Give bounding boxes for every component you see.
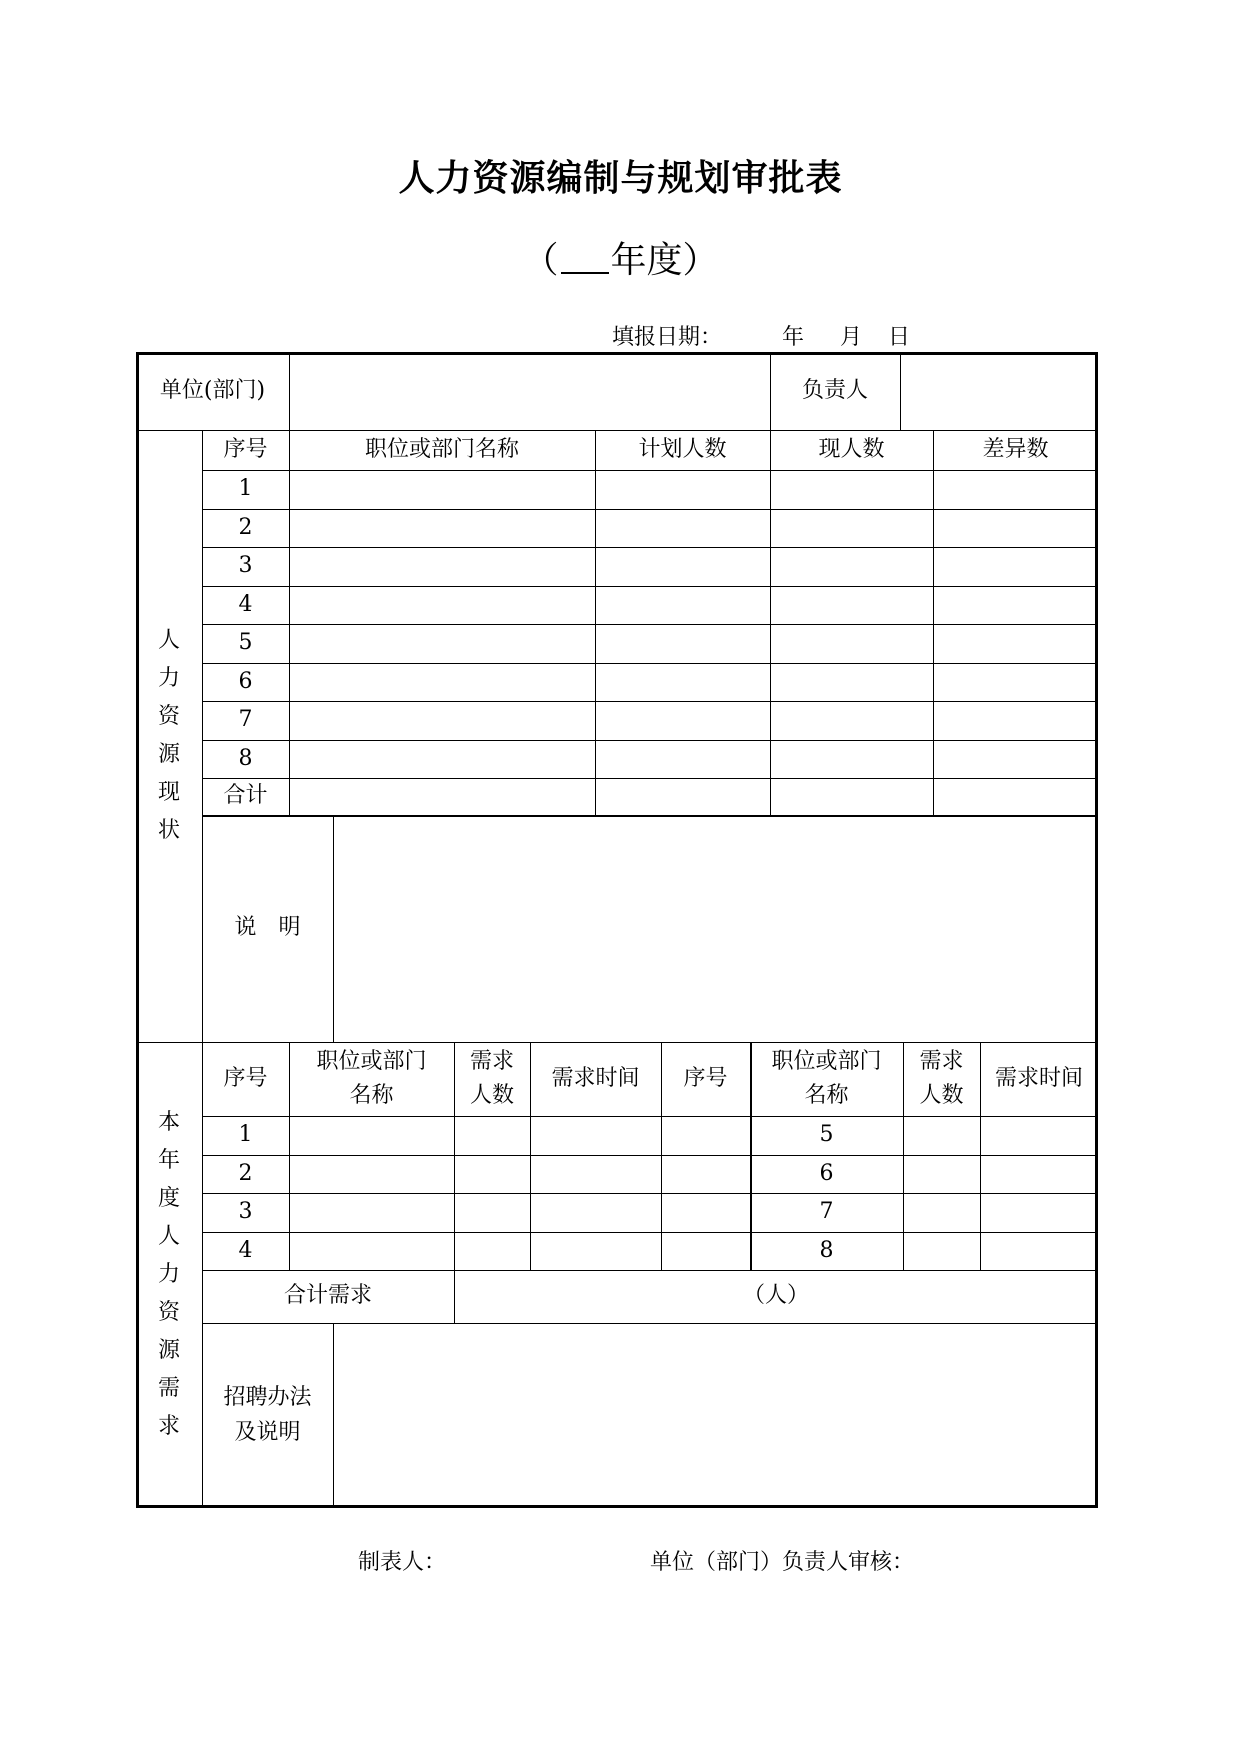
demand-row-seq: 7 [819,1199,834,1225]
side-char: 源 [157,1338,180,1363]
note-label: 说 明 [234,915,301,941]
demand-row-seq: 6 [819,1160,834,1186]
recruit-label: 招聘办法 及说明 [223,1385,312,1445]
note-field[interactable] [335,817,1096,1040]
table-cell-input[interactable] [935,665,1096,699]
table-cell-input[interactable] [935,549,1096,584]
table-cell-input[interactable] [772,588,931,622]
demand-cell-input[interactable] [456,1195,528,1230]
total-cell-input[interactable] [291,780,593,813]
fill-date-label: 填报日期： [612,325,723,350]
demand-row-seq: 2 [238,1160,253,1186]
col-header-2: 计划人数 [638,436,727,462]
grid-line [202,740,1098,741]
demand-col-header-1: 职位或部门 名称 [316,1048,427,1108]
demand-cell-input[interactable] [532,1157,748,1191]
grid-line [202,701,1098,702]
table-cell-input[interactable] [772,549,931,584]
demand-col-header-right-3: 需求时间 [994,1065,1083,1091]
col-header-0: 序号 [223,436,268,462]
table-cell-input[interactable] [935,472,1096,507]
demand-cell-input[interactable] [905,1234,978,1268]
table-cell-input[interactable] [935,511,1096,545]
manager-label: 负责人 [801,377,868,403]
table-cell-input[interactable] [597,665,768,699]
table-cell-input[interactable] [935,742,1096,776]
grid-line [202,470,1098,471]
grid-line [202,509,1098,510]
table-cell-input[interactable] [597,472,768,507]
grid-line [333,815,334,1042]
fill-date-year: 年 [782,325,805,350]
approver-label: 单位（部门）负责人审核： [650,1550,915,1575]
demand-cell-input[interactable] [291,1157,452,1191]
side-char: 力 [157,1262,180,1287]
total-demand-unit: （人） [742,1283,809,1309]
demand-cell-input[interactable] [291,1234,452,1268]
table-cell-input[interactable] [597,626,768,661]
table-cell-input[interactable] [935,588,1096,622]
year-open-paren: （ [522,240,559,281]
table-cell-input[interactable] [772,742,931,776]
demand-cell-input[interactable] [532,1195,748,1230]
unit-label: 单位(部门) [159,377,266,403]
table-row-seq: 7 [238,707,253,733]
table-cell-input[interactable] [597,742,768,776]
demand-row-seq: 5 [819,1122,834,1148]
table-cell-input[interactable] [597,511,768,545]
col-header-1: 职位或部门名称 [364,436,519,462]
grid-line [900,352,901,430]
grid-line [202,1323,1098,1324]
grid-line [202,663,1098,664]
fill-date-day: 日 [888,325,911,350]
grid-line [289,430,290,815]
side-char: 力 [157,666,180,691]
table-cell-input[interactable] [291,703,593,738]
table-row-seq: 4 [238,591,253,617]
side-char: 需 [157,1376,180,1401]
grid-line [202,547,1098,548]
table-row-seq: 3 [238,553,253,579]
fill-date-line [612,320,910,351]
demand-cell-input[interactable] [982,1118,1096,1153]
unit-field[interactable] [291,354,768,428]
table-cell-input[interactable] [291,626,593,661]
table-cell-input[interactable] [772,703,931,738]
demand-col-header-3: 需求时间 [551,1065,640,1091]
demand-col-header-0: 序号 [223,1065,268,1091]
demand-col-header-right-0: 序号 [683,1065,728,1091]
grid-line [595,430,596,815]
total-cell-input[interactable] [597,780,768,813]
grid-line [202,1116,1098,1117]
side-char: 度 [157,1186,180,1211]
side-char: 现 [157,780,180,805]
manager-field[interactable] [902,354,1096,428]
total-demand-label: 合计需求 [283,1283,372,1309]
col-header-3: 现人数 [818,436,885,462]
demand-row-seq: 8 [819,1237,834,1263]
recruit-field[interactable] [335,1325,1096,1506]
side-char: 人 [157,1224,180,1249]
total-cell-input[interactable] [772,780,931,813]
side-char: 本 [157,1110,180,1135]
demand-cell-input[interactable] [532,1234,748,1268]
table-cell-input[interactable] [597,588,768,622]
grid-line [333,1323,334,1508]
total-demand-field[interactable] [456,1272,1096,1321]
demand-col-header-2: 需求 人数 [469,1048,514,1108]
year-line [0,232,1241,283]
demand-cell-input[interactable] [982,1234,1096,1268]
year-blank[interactable] [561,238,609,274]
side-char: 求 [157,1414,180,1439]
demand-cell-input[interactable] [982,1195,1096,1230]
page-title: 人力资源编制与规划审批表 [398,157,843,199]
grid-line [202,1193,1098,1194]
fill-date-month: 月 [840,325,863,350]
side-char: 状 [157,818,180,843]
demand-cell-input[interactable] [456,1118,528,1153]
demand-col-header-right-1: 职位或部门 名称 [771,1048,882,1108]
demand-cell-input[interactable] [905,1157,978,1191]
demand-cell-input[interactable] [532,1118,748,1153]
grid-line [202,624,1098,625]
demand-cell-input[interactable] [456,1157,528,1191]
side-char: 资 [157,704,180,729]
table-cell-input[interactable] [597,703,768,738]
table-cell-input[interactable] [291,588,593,622]
table-row-seq: 8 [238,745,253,771]
table-cell-input[interactable] [291,549,593,584]
table-cell-input[interactable] [291,665,593,699]
side-char: 年 [157,1148,180,1173]
table-cell-input[interactable] [291,472,593,507]
grid-line [202,778,1098,779]
col-header-4: 差异数 [982,436,1049,462]
side-char: 源 [157,742,180,767]
year-label: 年度） [610,240,719,281]
demand-cell-input[interactable] [291,1118,452,1153]
table-cell-input[interactable] [772,665,931,699]
grid-line [202,1155,1098,1156]
table-row-seq: 6 [238,668,253,694]
grid-line [770,430,771,815]
demand-cell-input[interactable] [291,1195,452,1230]
demand-cell-input[interactable] [905,1118,978,1153]
demand-cell-input[interactable] [905,1195,978,1230]
side-label-current [136,430,202,1042]
demand-cell-input[interactable] [982,1157,1096,1191]
side-char: 资 [157,1300,180,1325]
total-cell-input[interactable] [935,780,1096,813]
table-cell-input[interactable] [772,472,931,507]
table-cell-input[interactable] [291,511,593,545]
grid-line [202,1232,1098,1233]
grid-line [289,352,290,430]
table-row-seq: 1 [238,476,253,502]
grid-line [202,586,1098,587]
demand-row-seq: 1 [238,1122,253,1148]
demand-col-header-right-2: 需求 人数 [919,1048,964,1108]
demand-cell-input[interactable] [456,1234,528,1268]
table-cell-input[interactable] [935,703,1096,738]
side-char: 人 [157,628,180,653]
side-label-demand [136,1042,202,1508]
table-row-seq: 5 [238,630,253,656]
table-cell-input[interactable] [291,742,593,776]
total-label: 合计 [223,783,268,809]
table-cell-input[interactable] [597,549,768,584]
table-row-seq: 2 [238,514,253,540]
table-cell-input[interactable] [772,626,931,661]
table-cell-input[interactable] [935,626,1096,661]
maker-label: 制表人： [358,1550,447,1575]
table-cell-input[interactable] [772,511,931,545]
demand-row-seq: 4 [238,1237,253,1263]
demand-row-seq: 3 [238,1199,253,1225]
grid-line [933,430,934,815]
